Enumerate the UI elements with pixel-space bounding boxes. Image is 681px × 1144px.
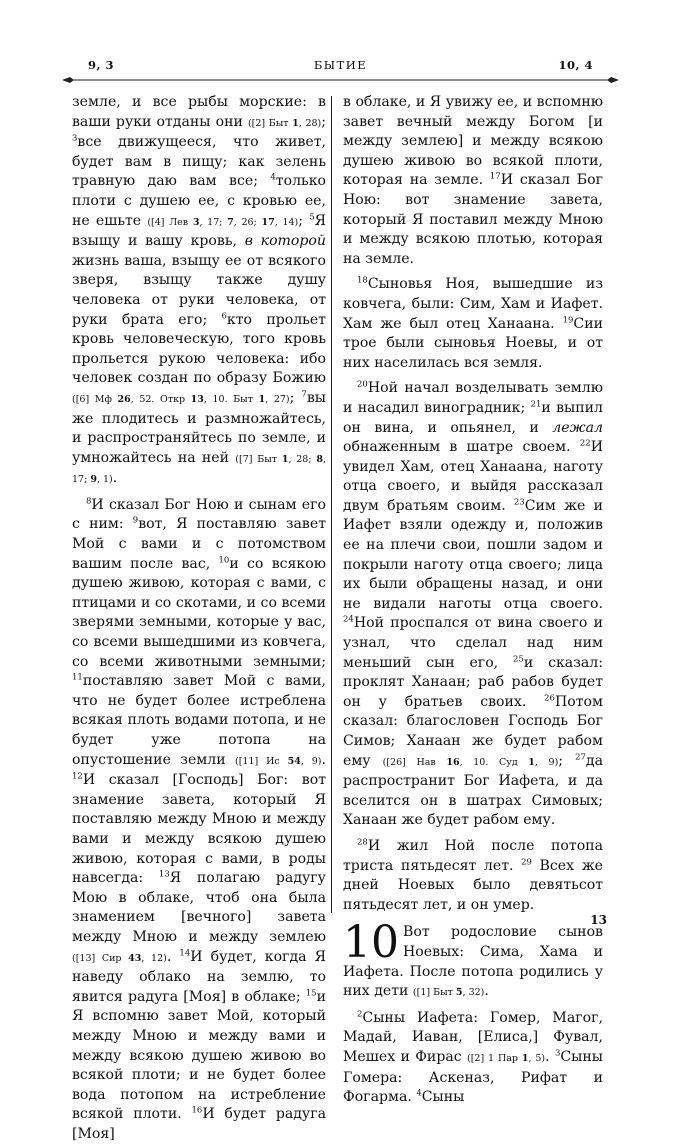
right-column <box>343 93 603 1108</box>
verse-paragraph: земле, и все рыбы морские: в ваши руки отданы они ([2] Быт 1, 28); $^3$все движущееся, что живет, будет вам в пищу; как зелень травную даю вам все; $^4$только плоти с душею ее, с кровью ее, не ешьте ([4] Лев 3, 17; 7, 26; 17, 14); $^5$Я взыщу и вашу кровь, в которой жизнь ваша, взыщу ее от всякого зверя, взыщу также душу человека от руки человека, от руки брата его; $^6$кто прольет кровь человеческую, того кровь прольется рукою человека: ибо человек создан по образу Божию ([6] Мф 26, 52. Откр 13, 10. Быт 1, 27); $^7$вы же плодитесь и размножайтесь, и распространяйтесь по земле, и умножайтесь на ней ([7] Быт 1, 28; 8, 17; 9, 1). <box>72 94 326 487</box>
header-book-title: БЫТИЕ <box>313 58 368 72</box>
verse-paragraph: $^{18}$Сыновья Ноя, вышедшие из ковчега, были: Сим, Хам и Иафет. Хам же был отец Ханаана. $^{19}$Сии трое были сыновья Ноевы, и от них населилась вся земля. <box>343 275 603 371</box>
column-divider <box>331 96 332 913</box>
page-number: 13 <box>590 913 607 927</box>
header-right-reference: 10, 4 <box>558 58 593 72</box>
verse-paragraph: $^{20}$Ной начал возделывать землю и насадил виноградник; $^{21}$и выпил он вина, и опьянел, и лежал обнаженным в шатре своем. $^{22}$И увидел Хам, отец Ханаана, наготу отца своего, и выйдя рассказал двум братьям своим. $^{23}$Сим же и Иафет взяли одежду и, положив ее на плечи свои, пошли задом и покрыли наготу отца своего; лица их были обращены назад, и они не видали наготы отца своего. $^{24}$Ной проспался от вина своего и узнал, что сделал над ним меньший сын его, $^{25}$и сказал: проклят Ханаан; раб рабов будет он у братьев своих. $^{26}$Потом сказал: благословен Господь Бог Симов; Ханаан же будет рабом ему ([26] Нав 16, 10. Суд 1, 9); $^{27}$да распространит Бог Иафета, и да вселится он в шатрах Симовых; Ханаан же будет рабом ему. <box>343 379 604 829</box>
verse-paragraph: в облаке, и Я увижу ее, и вспомню завет вечный между Богом [и между землею] и между всякою душею живою во всякой плоти, которая на земле. $^{17}$И сказал Бог Ною: вот знамение завета, который Я поставил между Мною и между всякою плотью, которая на земле. <box>343 94 603 267</box>
verse-paragraph: $^8$И сказал Бог Ною и сынам его с ним: $^9$вот, Я поставляю завет Мой с вами и с потомством вашим после вас, $^{10}$и со всякою душею живою, которая с вами, с птицами и со скотами, и со всеми зверями земными, которые у вас, со всеми вышедшими из ковчега, со всеми животными земными; $^{11}$поставляю завет Мой с вами, что не будет более истреблена всякая плоть водами потопа, и не будет уже потопа на опустошение земли ([11] Ис 54, 9). $^{12}$И сказал [Господь] Бог: вот знамение завета, который Я поставляю между Мною и между вами и между всякою душею живою, которая с вами, в роды навсегда: $^{13}$Я полагаю радугу Мою в облаке, чтоб она была знамением [вечного] завета между Мною и между землею ([13] Сир 43, 12). $^{14}$И будет, когда Я наведу облако на землю, то явится радуга [Моя] в облаке; $^{15}$и Я вспомню завет Мой, который между Мною и между вами и между всякою душею живою во всякой плоти; и не будет более вода потопом на истребление всякой плоти. $^{16}$И будет радуга [Моя] <box>72 496 327 1142</box>
chapter-opening-paragraph: 10 Вот родословие сынов Ноевых: Сима, Хама и Иафета. После потопа родились у них дети ([1] Быт 5, 32). <box>343 917 603 1000</box>
header-left-reference: 9, 3 <box>88 58 115 72</box>
running-header <box>62 56 619 76</box>
verse-paragraph: $^{28}$И жил Ной после потопа триста пятьдесят лет. $^{29}$ Всех же дней Ноевых было девятьсот пятьдесят лет, и он умер. <box>343 837 604 913</box>
chapter-number: 10 <box>343 917 399 969</box>
header-ornament-rule <box>62 76 619 84</box>
left-column <box>72 93 326 1144</box>
verse-paragraph: $^2$Сыны Иафета: Гомер, Магог, Мадай, Иаван, [Елиса,] Фувал, Мешех и Фирас ([2] 1 Пар 1, 5). $^3$Сыны Гомера: Аскеназ, Рифат и Фогарма. $^4$Сыны <box>343 1009 604 1106</box>
